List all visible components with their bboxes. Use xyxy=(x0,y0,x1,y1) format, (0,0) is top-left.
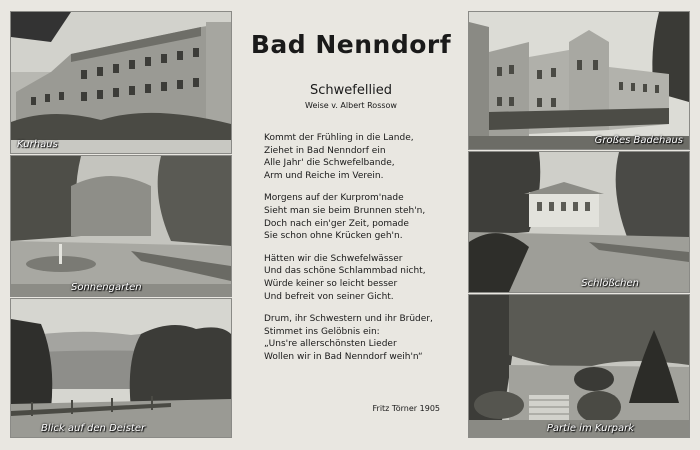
photo-schloesschen xyxy=(468,151,690,293)
verse-line: Ziehet in Bad Nenndorf ein xyxy=(264,145,386,156)
song-title: Schwefellied xyxy=(310,83,392,98)
schloesschen-image xyxy=(469,152,689,292)
verse-line: Stimmet ins Gelöbnis ein: xyxy=(264,326,380,337)
song-panel xyxy=(240,12,462,438)
photo-kurhaus xyxy=(10,11,232,154)
verse-line: Hätten wir die Schwefelwässer xyxy=(264,253,403,264)
photo-grosses-badehaus xyxy=(468,11,690,150)
verse-2 xyxy=(264,192,462,242)
song-author: Fritz Törner 1905 xyxy=(372,404,440,413)
verse-line: Sieht man sie beim Brunnen steh'n, xyxy=(264,205,426,216)
caption-sonnengarten: Sonnengarten xyxy=(71,282,142,293)
verse-line: Wollen wir in Bad Nenndorf weih'n“ xyxy=(264,351,423,362)
caption-kurhaus: Kurhaus xyxy=(17,139,58,150)
verse-line: Morgens auf der Kurprom'nade xyxy=(264,193,404,204)
caption-schloesschen: Schlößchen xyxy=(581,278,639,289)
sonnengarten-image xyxy=(11,156,231,296)
postcard-title: Bad Nenndorf xyxy=(250,30,452,59)
verse-4 xyxy=(264,313,462,363)
verse-line: Kommt der Frühling in die Lande, xyxy=(264,133,414,143)
verse-line: Alle Jahr' die Schwefelbande, xyxy=(264,158,395,169)
photo-partie-kurpark xyxy=(468,294,690,438)
song-subtitle: Weise v. Albert Rossow xyxy=(305,101,397,110)
kurpark-image xyxy=(469,295,689,437)
verse-line: Sie schon ohne Krücken geh'n. xyxy=(264,231,403,242)
caption-blick-deister: Blick auf den Deister xyxy=(41,423,146,434)
verse-line: Doch nach ein'ger Zeit, pomade xyxy=(264,218,409,229)
caption-partie-kurpark: Partie im Kurpark xyxy=(546,423,634,434)
photo-blick-deister xyxy=(10,298,232,438)
badehaus-image xyxy=(469,12,689,149)
verse-3 xyxy=(264,253,462,303)
verse-line: Und das schöne Schlammbad nicht, xyxy=(264,266,426,277)
verse-line: Und befreit von seiner Gicht. xyxy=(264,291,394,302)
verse-line: „Uns're allerschönsten Lieder xyxy=(264,339,397,350)
photo-sonnengarten xyxy=(10,155,232,297)
kurhaus-image xyxy=(11,12,231,153)
caption-grosses-badehaus: Großes Badehaus xyxy=(594,135,683,146)
verse-line: Würde keiner so leicht besser xyxy=(264,278,398,289)
verse-line: Drum, ihr Schwestern und ihr Brüder, xyxy=(264,314,433,325)
deister-image xyxy=(11,299,231,437)
verse-line: Arm und Reiche im Verein. xyxy=(264,170,384,181)
verse-1 xyxy=(264,132,462,182)
